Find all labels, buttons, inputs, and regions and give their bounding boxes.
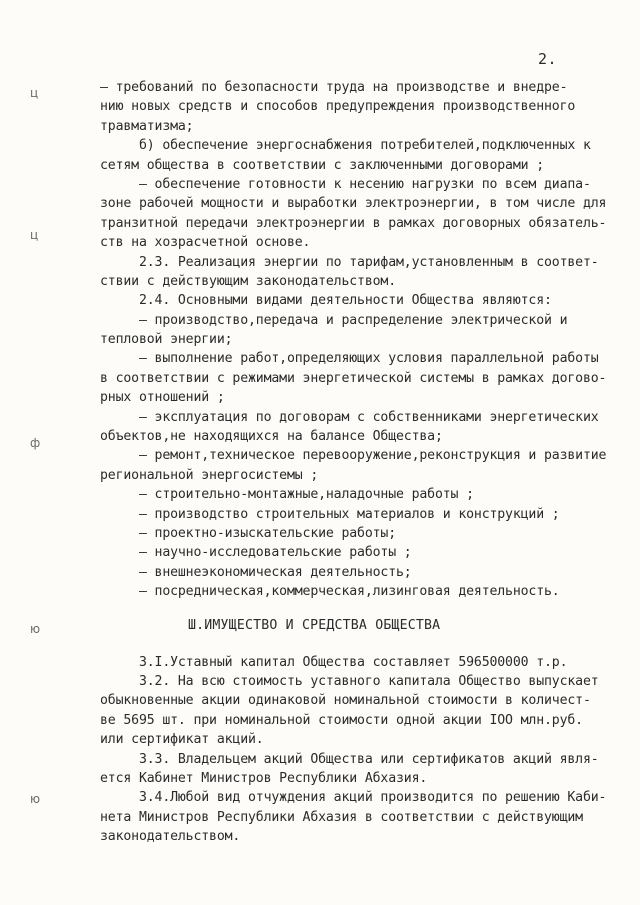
text-line: обыкновенные акции одинаковой номинальной стоимости в количест- bbox=[100, 693, 591, 709]
text-line: – научно-исследовательские работы ; bbox=[100, 545, 412, 561]
text-line: нию новых средств и способов предупреждения производственного bbox=[100, 99, 576, 115]
text-line: – строительно-монтажные,наладочные работы ; bbox=[100, 487, 474, 503]
margin-mark: ф bbox=[30, 436, 41, 450]
page-number: 2. bbox=[538, 50, 558, 68]
text-line: – внешнеэкономическая деятельность; bbox=[100, 564, 412, 580]
text-line: региональной энергосистемы ; bbox=[100, 467, 319, 483]
text-line: зоне рабочей мощности и выработки электроэнергии, в том числе для bbox=[100, 196, 607, 212]
text-line: рных отношений ; bbox=[100, 390, 225, 406]
text-line: – выполнение работ,определяющих условия параллельной работы bbox=[100, 351, 599, 367]
body-text bbox=[100, 78, 607, 846]
text-line: – производство,передача и распределение электрической и bbox=[100, 312, 568, 328]
section-heading: Ш.ИМУЩЕСТВО И СРЕДСТВА ОБЩЕСТВА bbox=[188, 617, 441, 633]
margin-mark: ю bbox=[30, 622, 41, 636]
text-line: ствии с действующим законодательством. bbox=[100, 273, 397, 289]
text-line: 3.2. На всю стоимость уставного капитала Общество выпускает bbox=[100, 673, 599, 689]
text-line: объектов,не находящихся на балансе Общества; bbox=[100, 429, 443, 445]
text-line: 3.I.Уставный капитал Общества составляет 596500000 т.р. bbox=[100, 654, 568, 670]
margin-mark: ю bbox=[30, 792, 41, 806]
text-line: сетям общества в соответствии с заключенными договорами ; bbox=[100, 157, 545, 173]
text-line: нета Министров Республики Абхазия в соответствии с действующим bbox=[100, 809, 583, 825]
text-line: или сертификат акций. bbox=[100, 732, 264, 748]
text-line: 3.3. Владельцем акций Общества или сертификатов акций явля- bbox=[100, 751, 599, 767]
text-line: транзитной передачи электроэнергии в рамках договорных обязатель- bbox=[100, 215, 607, 231]
text-line: в соответствии с режимами энергетической системы в рамках догово- bbox=[100, 370, 607, 386]
text-line: 2.4. Основными видами деятельности Общества являются: bbox=[100, 293, 552, 309]
text-line: – эксплуатация по договорам с собственниками энергетических bbox=[100, 409, 599, 425]
text-line: – требований по безопасности труда на производстве и внедре- bbox=[100, 80, 568, 95]
margin-mark: ц bbox=[30, 86, 39, 100]
text-line: тепловой энергии; bbox=[100, 332, 233, 348]
text-line: – посредническая,коммерческая,лизинговая деятельность. bbox=[100, 584, 560, 600]
margin-mark: ц bbox=[30, 228, 39, 242]
text-line: 3.4.Любой вид отчуждения акций производится по решению Каби- bbox=[100, 790, 607, 806]
text-line: законодательством. bbox=[100, 829, 241, 845]
text-line: травматизма; bbox=[100, 118, 194, 134]
text-line: ется Кабинет Министров Республики Абхазия. bbox=[100, 770, 428, 786]
text-line: – ремонт,техническое перевооружение,реконструкция и развитие bbox=[100, 448, 607, 464]
text-line: – обеспечение готовности к несению нагрузки по всем диапа- bbox=[100, 176, 591, 192]
text-line: 2.3. Реализация энергии по тарифам,установленным в соответ- bbox=[100, 254, 599, 270]
text-line: ве 5695 шт. при номинальной стоимости одной акции IOO млн.руб. bbox=[100, 712, 583, 728]
text-line: б) обеспечение энергоснабжения потребителей,подключенных к bbox=[100, 138, 591, 154]
text-line: ств на хозрасчетной основе. bbox=[100, 235, 311, 251]
text-line: – проектно-изыскательские работы; bbox=[100, 525, 397, 541]
text-line: – производство строительных материалов и конструкций ; bbox=[100, 506, 560, 522]
